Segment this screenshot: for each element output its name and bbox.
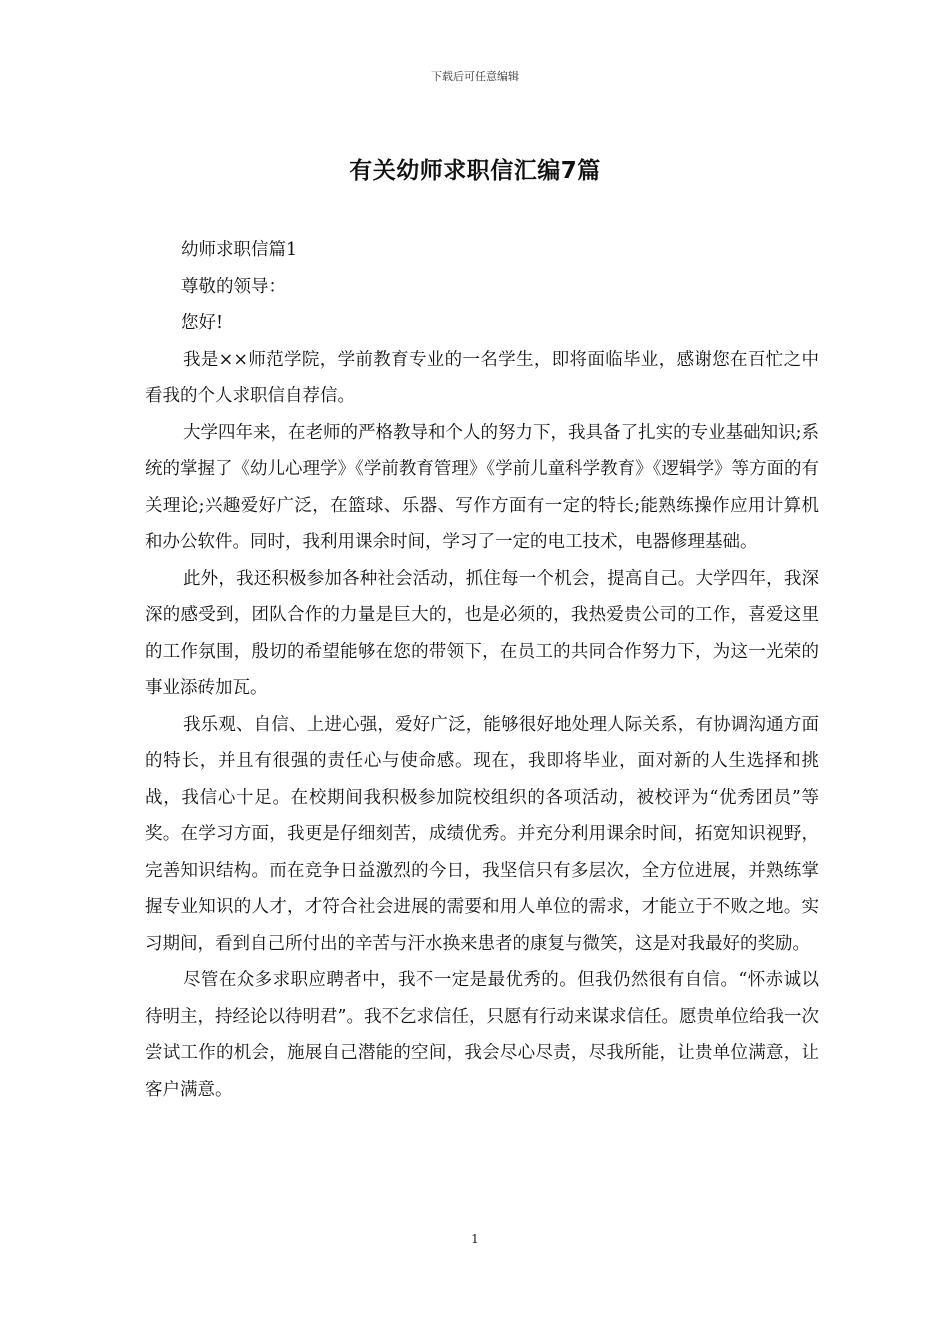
document-body — [145, 232, 819, 1108]
page-number: 1 — [471, 1232, 479, 1246]
page-header-note: 下载后可任意编辑 — [431, 70, 519, 83]
body-paragraph: 尽管在众多求职应聘者中，我不一定是最优秀的。但我仍然很有自信。“怀赤诚以待明主，持经论以待明君”。我不乞求信任，只愿有行动来谋求信任。愿贵单位给我一次尝试工作的机会，施展自己潜能的空间，我会尽心尽责，尽我所能，让贵单位满意，让客户满意。 — [145, 970, 819, 1100]
body-paragraph: 此外，我还积极参加各种社会活动，抓住每一个机会，提高自己。大学四年，我深深的感受到，团队合作的力量是巨大的，也是必须的，我热爱贵公司的工作，喜爱这里的工作氛围，殷切的希望能够在您的带领下，在员工的共同合作努力下，为这一光荣的事业添砖加瓦。 — [145, 568, 819, 698]
greeting: 您好! — [181, 313, 224, 333]
section-heading: 幼师求职信篇1 — [181, 240, 298, 260]
body-paragraph: 我乐观、自信、上进心强，爱好广泛，能够很好地处理人际关系，有协调沟通方面的特长，并且有很强的责任心与使命感。现在，我即将毕业，面对新的人生选择和挑战，我信心十足。在校期间我积极参加院校组织的各项活动，被校评为“优秀团员”等奖。在学习方面，我更是仔细刻苦，成绩优秀。并充分利用课余时间，拓宽知识视野，完善知识结构。而在竞争日益激烈的今日，我坚信只有多层次，全方位进展，并熟练掌握专业知识的人才，才符合社会进展的需要和用人单位的需求，才能立于不败之地。实习期间，看到自己所付出的辛苦与汗水换来患者的康复与微笑，这是对我最好的奖励。 — [145, 714, 819, 954]
document-title: 有关幼师求职信汇编7篇 — [349, 158, 601, 184]
salutation: 尊敬的领导： — [181, 276, 286, 297]
body-paragraph: 大学四年来，在老师的严格教导和个人的努力下，我具备了扎实的专业基础知识;系统的掌握了《幼儿心理学》《学前教育管理》《学前儿童科学教育》《逻辑学》等方面的有关理论;兴趣爱好广泛，在篮球、乐器、写作方面有一定的特长;能熟练操作应用计算机和办公软件。同时，我利用课余时间，学习了一定的电工技术，电器修理基础。 — [145, 422, 819, 552]
body-paragraph: 我是××师范学院，学前教育专业的一名学生，即将面临毕业，感谢您在百忙之中看我的个人求职信自荐信。 — [145, 349, 819, 406]
